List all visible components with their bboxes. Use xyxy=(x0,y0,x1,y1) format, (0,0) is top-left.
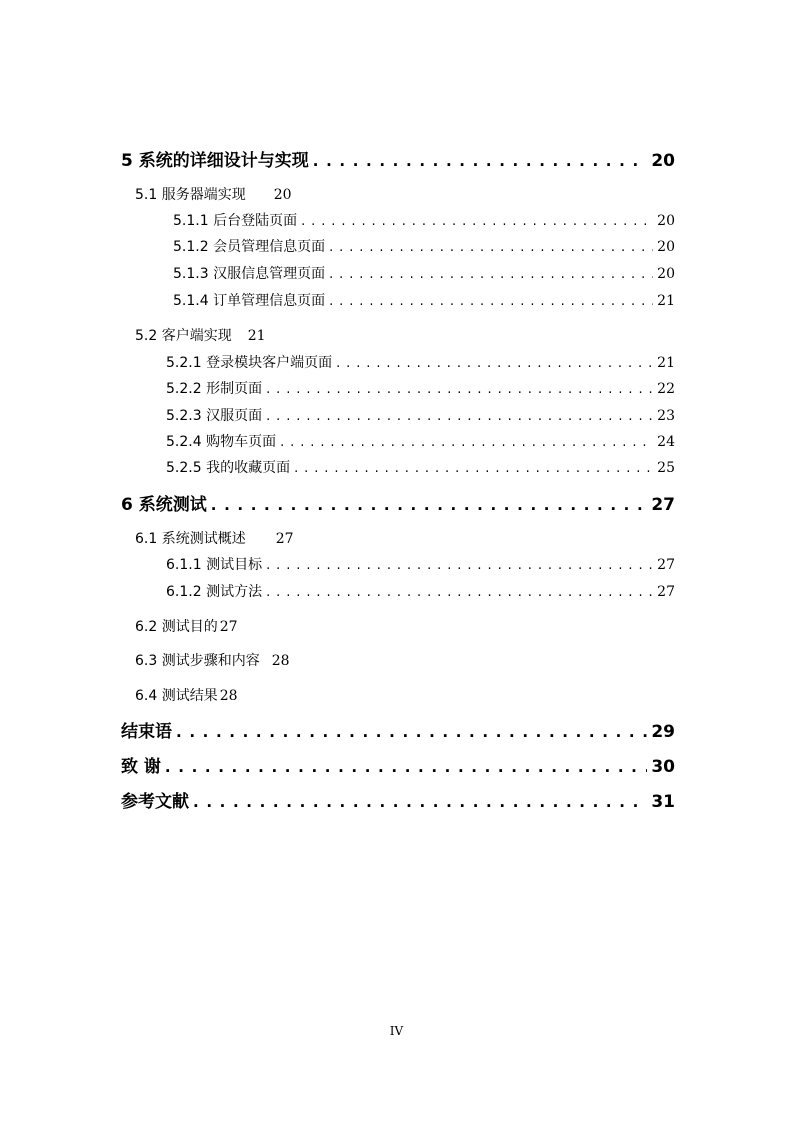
toc-entry-label: 5.2.1 登录模块客户端页面 xyxy=(166,355,333,371)
toc-entry-chapter-6[interactable] xyxy=(121,490,675,516)
toc-entry-page: 31 xyxy=(651,792,675,812)
toc-entry-page: 21 xyxy=(247,328,266,344)
toc-entry-label: 5 系统的详细设计与实现 xyxy=(121,151,309,171)
toc-entry-page: 27 xyxy=(657,584,675,600)
toc-entry-page: 27 xyxy=(657,557,675,573)
toc-entry-page: 27 xyxy=(219,619,238,635)
toc-entry-5-1-1[interactable] xyxy=(173,210,675,232)
toc-entry-6-2[interactable] xyxy=(135,616,675,638)
dot-leader xyxy=(266,585,653,600)
toc-entry-5-2-3[interactable] xyxy=(166,405,675,427)
dot-leader xyxy=(266,409,653,424)
toc-entry-6-1[interactable] xyxy=(135,528,675,550)
toc-entry-label: 6.1 系统测试概述 xyxy=(135,531,246,547)
toc-entry-references[interactable] xyxy=(121,787,675,813)
toc-entry-page: 22 xyxy=(657,381,675,397)
toc-entry-page: 20 xyxy=(657,239,675,255)
toc-entry-page: 24 xyxy=(657,434,675,450)
dot-leader xyxy=(329,267,653,282)
toc-entry-5-1-3[interactable] xyxy=(173,263,675,285)
toc-entry-label: 6 系统测试 xyxy=(121,495,207,515)
toc-entry-label: 参考文献 xyxy=(121,792,189,812)
toc-entry-label: 6.2 测试目的 xyxy=(135,619,218,635)
toc-entry-5-2[interactable] xyxy=(135,325,675,347)
toc-entry-6-3[interactable] xyxy=(135,650,675,672)
toc-entry-5-1-4[interactable] xyxy=(173,290,675,312)
toc-entry-page: 29 xyxy=(651,722,675,742)
toc-entry-page: 27 xyxy=(651,495,675,515)
toc-entry-page: 21 xyxy=(657,355,675,371)
dot-leader xyxy=(266,382,653,397)
toc-entry-label: 5.1.2 会员管理信息页面 xyxy=(173,239,326,255)
toc-entry-page: 20 xyxy=(657,266,675,282)
toc-entry-label: 5.1.3 汉服信息管理页面 xyxy=(173,266,326,282)
toc-entry-5-1[interactable] xyxy=(135,184,675,206)
toc-entry-label: 6.3 测试步骤和内容 xyxy=(135,653,260,669)
toc-entry-label: 5.1 服务器端实现 xyxy=(135,187,246,203)
toc-entry-label: 6.4 测试结果 xyxy=(135,688,218,704)
toc-entry-6-4[interactable] xyxy=(135,685,675,707)
toc-entry-conclusion[interactable] xyxy=(121,717,675,743)
dot-leader xyxy=(329,294,653,309)
toc-entry-5-2-2[interactable] xyxy=(166,378,675,400)
toc-entry-5-1-2[interactable] xyxy=(173,236,675,258)
dot-leader xyxy=(211,496,648,514)
toc-entry-label: 5.1.1 后台登陆页面 xyxy=(173,213,298,229)
toc-entry-label: 6.1.1 测试目标 xyxy=(166,557,263,573)
toc-entry-page: 20 xyxy=(657,213,675,229)
toc-entry-5-2-4[interactable] xyxy=(166,431,675,453)
toc-entry-page: 23 xyxy=(657,408,675,424)
toc-entry-label: 5.2.5 我的收藏页面 xyxy=(166,460,291,476)
dot-leader xyxy=(165,758,647,776)
dot-leader xyxy=(336,356,653,371)
dot-leader xyxy=(301,214,653,229)
toc-entry-5-2-1[interactable] xyxy=(166,352,675,374)
dot-leader xyxy=(329,240,653,255)
toc-entry-chapter-5[interactable] xyxy=(121,146,675,172)
toc-entry-page: 20 xyxy=(651,151,675,171)
toc-entry-label: 5.1.4 订单管理信息页面 xyxy=(173,293,326,309)
dot-leader xyxy=(193,793,647,811)
toc-entry-5-2-5[interactable] xyxy=(166,457,675,479)
toc-entry-page: 28 xyxy=(219,688,238,704)
dot-leader xyxy=(266,558,653,573)
toc-entry-label: 5.2 客户端实现 xyxy=(135,328,232,344)
toc-entry-page: 28 xyxy=(271,653,290,669)
toc-entry-6-1-1[interactable] xyxy=(166,554,675,576)
toc-entry-page: 30 xyxy=(651,757,675,777)
toc-entry-label: 5.2.3 汉服页面 xyxy=(166,408,263,424)
dot-leader xyxy=(280,435,653,450)
toc-entry-page: 27 xyxy=(275,531,294,547)
toc-entry-label: 5.2.2 形制页面 xyxy=(166,381,263,397)
toc-entry-page: 25 xyxy=(657,460,675,476)
page-number: IV xyxy=(389,1024,404,1038)
toc-entry-label: 6.1.2 测试方法 xyxy=(166,584,263,600)
toc-entry-page: 20 xyxy=(273,187,292,203)
toc-entry-6-1-2[interactable] xyxy=(166,581,675,603)
dot-leader xyxy=(294,461,653,476)
toc-entry-label: 5.2.4 购物车页面 xyxy=(166,434,277,450)
toc-entry-acknowledgements[interactable] xyxy=(121,752,675,778)
toc-entry-page: 21 xyxy=(657,293,675,309)
toc-entry-label: 结束语 xyxy=(121,722,172,742)
dot-leader xyxy=(313,152,648,170)
dot-leader xyxy=(176,723,647,741)
toc-entry-label: 致 谢 xyxy=(121,757,161,777)
